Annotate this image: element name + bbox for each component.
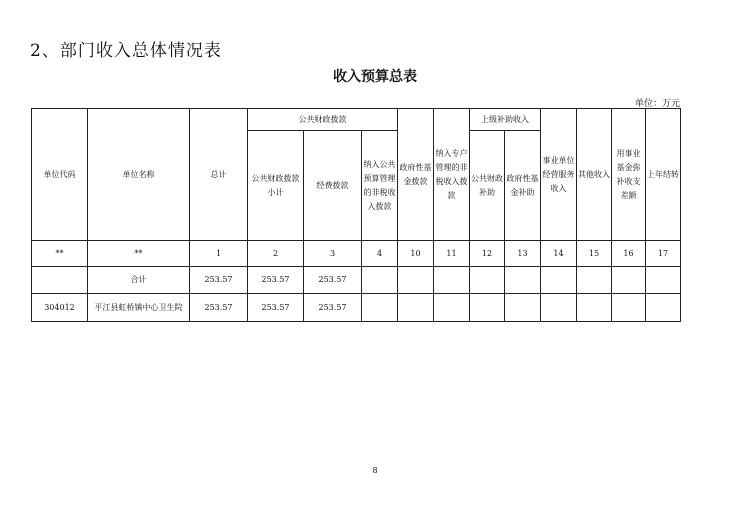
header-total: 总计 bbox=[190, 109, 248, 241]
header-carryover: 上年结转 bbox=[646, 109, 681, 241]
index-cell: 12 bbox=[470, 241, 505, 267]
row-pf-operating: 253.57 bbox=[304, 294, 362, 322]
header-unit-code: 单位代码 bbox=[32, 109, 88, 241]
header-fund-makeup: 用事业基金弥补收支差额 bbox=[612, 109, 646, 241]
header-pf-operating: 经费拨款 bbox=[304, 131, 362, 241]
index-cell: 14 bbox=[541, 241, 577, 267]
index-cell: 16 bbox=[612, 241, 646, 267]
index-cell: 1 bbox=[190, 241, 248, 267]
index-cell: 4 bbox=[362, 241, 398, 267]
row-name: 合计 bbox=[88, 267, 190, 294]
row-pf-subtotal: 253.57 bbox=[248, 267, 304, 294]
index-code: ** bbox=[32, 241, 88, 267]
row-code: 304012 bbox=[32, 294, 88, 322]
row-pf-operating: 253.57 bbox=[304, 267, 362, 294]
header-pf-subtotal: 公共财政拨款小计 bbox=[248, 131, 304, 241]
row-total: 253.57 bbox=[190, 267, 248, 294]
index-cell: 15 bbox=[577, 241, 612, 267]
header-unit-name: 单位名称 bbox=[88, 109, 190, 241]
index-cell: 17 bbox=[646, 241, 681, 267]
index-name: ** bbox=[88, 241, 190, 267]
income-budget-table bbox=[31, 108, 681, 322]
section-heading: 2、部门收入总体情况表 bbox=[30, 41, 222, 61]
row-total: 253.57 bbox=[190, 294, 248, 322]
header-hs-public: 公共财政补助 bbox=[470, 131, 505, 241]
header-public-finance: 公共财政拨款 bbox=[248, 109, 398, 131]
index-cell: 11 bbox=[434, 241, 470, 267]
index-cell: 2 bbox=[248, 241, 304, 267]
header-other-income: 其他收入 bbox=[577, 109, 612, 241]
report-title: 收入预算总表 bbox=[333, 69, 417, 85]
header-higher-subsidy: 上级补助收入 bbox=[470, 109, 541, 131]
row-name: 平江县虹桥镇中心卫生院 bbox=[88, 294, 190, 322]
row-code bbox=[32, 267, 88, 294]
table-row bbox=[32, 267, 681, 294]
header-pf-nontax: 纳入公共预算管理的非税收入拨款 bbox=[362, 131, 398, 241]
index-row bbox=[32, 241, 681, 267]
page-number: 8 bbox=[372, 466, 378, 475]
index-cell: 13 bbox=[505, 241, 541, 267]
index-cell: 3 bbox=[304, 241, 362, 267]
header-special-nontax: 纳入专户管理的非税收入拨款 bbox=[434, 109, 470, 241]
unit-label: 单位：万元 bbox=[634, 99, 680, 109]
header-hs-gov-fund: 政府性基金补助 bbox=[505, 131, 541, 241]
header-gov-fund: 政府性基金拨款 bbox=[398, 109, 434, 241]
header-business-income: 事业单位经营服务收入 bbox=[541, 109, 577, 241]
index-cell: 10 bbox=[398, 241, 434, 267]
table-row bbox=[32, 294, 681, 322]
row-pf-subtotal: 253.57 bbox=[248, 294, 304, 322]
